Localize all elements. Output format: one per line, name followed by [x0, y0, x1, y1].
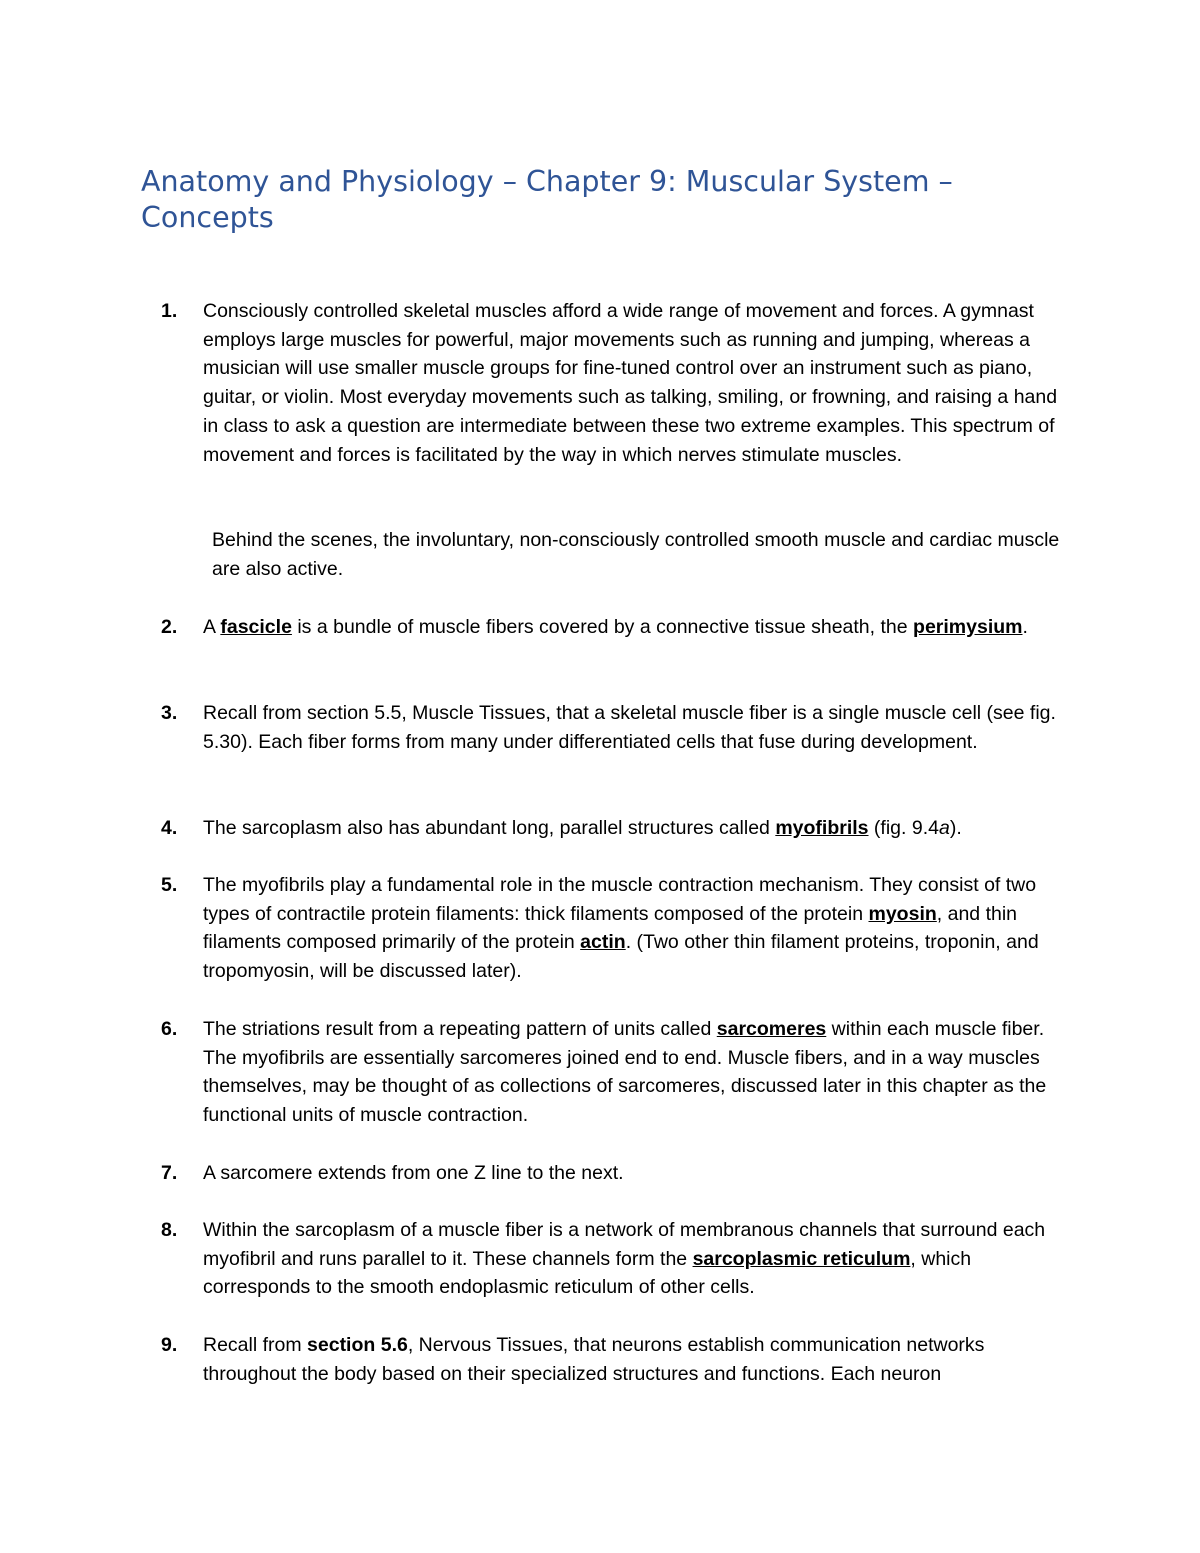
item-text: The sarcoplasm also has abundant long, parallel structures called myofibrils (fig. 9.4a). [203, 817, 962, 839]
item-number: 8. [161, 1219, 178, 1241]
list-item [161, 814, 1061, 843]
item-followup-paragraph: Behind the scenes, the involuntary, non-consciously controlled smooth muscle and cardiac muscle are also active. [212, 529, 1060, 580]
item-text: Recall from section 5.5, Muscle Tissues, that a skeletal muscle fiber is a single muscle cell (see fig. 5.30). Each fiber forms from many under differentiated cells that fuse during development. [203, 702, 1056, 753]
list-item [161, 1216, 1061, 1302]
term-actin: actin [580, 931, 626, 954]
list-item [161, 871, 1061, 986]
item-number: 9. [161, 1334, 178, 1356]
term-fascicle: fascicle [220, 616, 292, 638]
list-item [161, 1159, 1061, 1188]
term-myofibrils: myofibrils [775, 817, 869, 839]
list-item [161, 1331, 1061, 1388]
term-sarcoplasmic-reticulum: sarcoplasmic reticulum [692, 1247, 911, 1270]
page-title: Anatomy and Physiology – Chapter 9: Muscular System – Concepts [141, 165, 953, 234]
term-sarcomeres: sarcomeres [716, 1018, 827, 1040]
item-text: Consciously controlled skeletal muscles afford a wide range of movement and forces. A gymnast employs large muscles for powerful, major movements such as running and jumping, whereas a musician will use smaller muscle groups for fine-tuned control over an instrument such as piano, guitar, or violin. Most everyday movements such as talking, smiling, or frowning, and raising a hand in class to ask a question are intermediate between these two extreme examples. This spectrum of movement and forces is facilitated by the way in which nerves stimulate muscles. [203, 300, 1058, 466]
item-text: The myofibrils play a fundamental role in the muscle contraction mechanism. They consist of two types of contractile protein filaments: thick filaments composed of the protein myosin, and thin filaments composed primarily of the protein actin. (Two other thin filament proteins, troponin, and tropomyosin, will be discussed later). [203, 874, 1039, 983]
item-text: Recall from section 5.6, Nervous Tissues, that neurons establish communication networks throughout the body based on their specialized structures and functions. Each neuron [203, 1334, 985, 1385]
list-item [161, 613, 1061, 642]
item-text: The striations result from a repeating pattern of units called sarcomeres within each muscle fiber. The myofibrils are essentially sarcomeres joined end to end. Muscle fibers, and in a way muscles themselves, may be thought of as collections of sarcomeres, discussed later in this chapter as the functional units of muscle contraction. [203, 1018, 1047, 1127]
list-item [161, 1015, 1061, 1130]
item-number: 7. [161, 1162, 178, 1184]
item-text: A sarcomere extends from one Z line to the next. [203, 1162, 624, 1184]
section-reference: section 5.6 [307, 1334, 408, 1356]
item-number: 5. [161, 874, 178, 896]
term-perimysium: perimysium [913, 616, 1023, 638]
item-number: 1. [161, 300, 178, 322]
item-text: Within the sarcoplasm of a muscle fiber is a network of membranous channels that surround each myofibril and runs parallel to it. These channels form the sarcoplasmic reticulum, which corresponds to the smooth endoplasmic reticulum of other cells. [203, 1219, 1046, 1299]
item-number: 3. [161, 702, 178, 724]
list-item [161, 297, 1061, 469]
item-number: 6. [161, 1018, 178, 1040]
item-number: 4. [161, 817, 178, 839]
item-number: 2. [161, 616, 178, 638]
item-text: A fascicle is a bundle of muscle fibers covered by a connective tissue sheath, the perimysium. [203, 616, 1028, 638]
list-item [161, 699, 1061, 756]
term-myosin: myosin [868, 902, 937, 925]
